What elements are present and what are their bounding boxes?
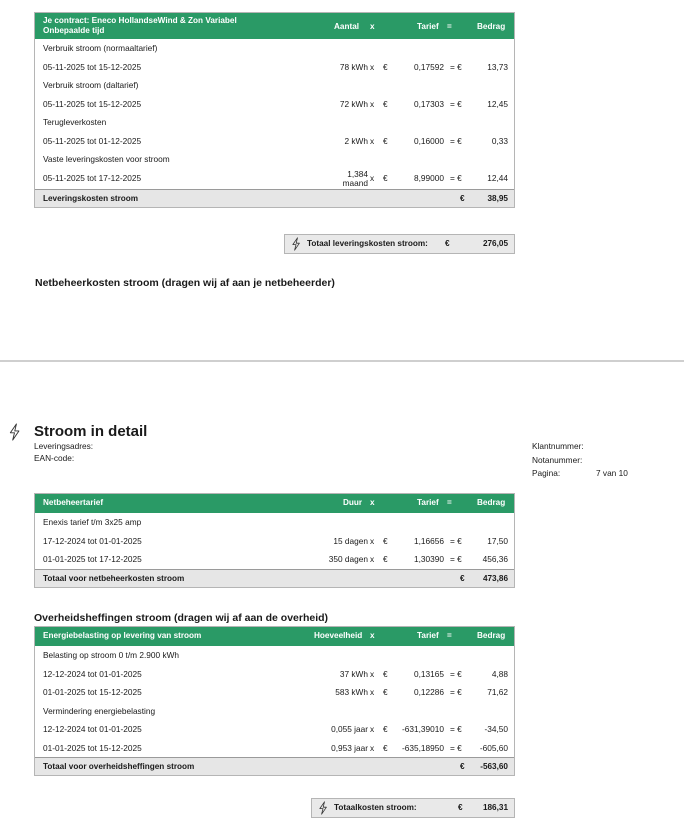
amount: 12,45 xyxy=(487,98,508,109)
lightning-icon xyxy=(8,422,21,442)
period: 01-01-2025 tot 15-12-2025 xyxy=(43,742,142,753)
amount: 71,62 xyxy=(487,687,508,697)
currency: € xyxy=(445,239,450,248)
equals-currency: = € xyxy=(450,668,462,679)
col-tarief: Tarief xyxy=(417,22,439,31)
rate: 0,12286 xyxy=(414,687,444,697)
currency: € xyxy=(383,172,388,183)
table-row xyxy=(35,132,514,151)
amount: -34,50 xyxy=(484,724,508,734)
rate: 0,16000 xyxy=(414,135,444,146)
times-sign: x xyxy=(370,724,375,734)
category-label: Verbruik stroom (daltarief) xyxy=(43,80,139,90)
period: 05-11-2025 tot 01-12-2025 xyxy=(43,135,142,146)
quantity: 583 kWh xyxy=(335,687,368,697)
times-sign: x xyxy=(370,172,375,183)
col-x: x xyxy=(370,631,375,640)
currency: € xyxy=(458,803,463,812)
rate: 1,16656 xyxy=(414,535,444,546)
equals-currency: = € xyxy=(450,61,462,72)
quantity-unit: maand xyxy=(342,177,368,188)
duration: 15 dagen xyxy=(333,535,368,546)
quantity: 72 kWh xyxy=(339,98,368,109)
pagina-label: Pagina: xyxy=(532,468,561,478)
total-amount: 473,86 xyxy=(482,573,508,583)
quantity-value: 1,384 xyxy=(347,168,368,179)
col-eq: = xyxy=(447,631,452,640)
table-row xyxy=(35,58,514,77)
equals-currency: = € xyxy=(450,135,462,146)
equals-currency: = € xyxy=(450,742,462,753)
equals-currency: = € xyxy=(450,535,462,546)
amount: 456,36 xyxy=(482,554,508,564)
currency: € xyxy=(460,573,465,583)
amount: 17,50 xyxy=(487,535,508,546)
quantity xyxy=(343,170,368,188)
col-eq: = xyxy=(447,498,452,507)
klantnummer-label: Klantnummer: xyxy=(532,441,584,451)
total-amount: -563,60 xyxy=(480,762,508,771)
amount: 12,44 xyxy=(487,172,508,183)
equals-currency: = € xyxy=(450,687,462,697)
pagina-value: 7 van 10 xyxy=(596,468,628,478)
overheid-table xyxy=(34,626,515,776)
netbeheer-total-row xyxy=(35,569,514,587)
page-divider xyxy=(0,360,684,362)
table-row xyxy=(35,550,514,569)
category-row xyxy=(35,513,514,532)
amount: 13,73 xyxy=(487,61,508,72)
currency: € xyxy=(460,193,465,203)
category-row xyxy=(35,150,514,169)
amount: 0,33 xyxy=(491,135,508,146)
col-x: x xyxy=(370,498,375,507)
col-duur: Duur xyxy=(343,498,363,507)
contract-title xyxy=(43,16,237,36)
overheid-table-header xyxy=(35,627,514,646)
category-label: Vermindering energiebelasting xyxy=(43,705,156,716)
rate: 1,30390 xyxy=(414,554,444,564)
quantity: 2 kWh xyxy=(344,135,368,146)
levering-table-header xyxy=(35,13,514,39)
category-row xyxy=(35,646,514,665)
netbeheer-table xyxy=(34,493,515,588)
period: 12-12-2024 tot 01-01-2025 xyxy=(43,668,142,679)
currency: € xyxy=(383,135,388,146)
quantity: 0,953 jaar xyxy=(331,742,368,753)
amount: -605,60 xyxy=(479,742,508,753)
table-row xyxy=(35,665,514,684)
col-bedrag: Bedrag xyxy=(477,22,506,31)
duration: 350 dagen xyxy=(328,554,368,564)
lightning-icon xyxy=(291,237,301,251)
equals-currency: = € xyxy=(450,98,462,109)
category-label: Belasting op stroom 0 t/m 2.900 kWh xyxy=(43,650,180,660)
overheid-title: Energiebelasting op levering van stroom xyxy=(43,631,202,640)
quantity: 78 kWh xyxy=(339,61,368,72)
levering-total-row xyxy=(35,189,514,207)
equals-currency: = € xyxy=(450,554,462,564)
total-label: Totaal voor overheidsheffingen stroom xyxy=(43,762,195,771)
quantity: 0,055 jaar xyxy=(331,724,368,734)
currency: € xyxy=(383,724,388,734)
currency: € xyxy=(383,61,388,72)
rate: 0,17592 xyxy=(414,61,444,72)
currency: € xyxy=(383,554,388,564)
col-tarief: Tarief xyxy=(417,498,439,507)
category-label: Vaste leveringskosten voor stroom xyxy=(43,154,170,164)
table-row xyxy=(35,683,514,702)
total-label: Leveringskosten stroom xyxy=(43,193,139,203)
rate: 8,99000 xyxy=(414,172,444,183)
totaal-levering-amount: 276,05 xyxy=(482,239,508,248)
table-row xyxy=(35,169,514,189)
rate: 0,17303 xyxy=(414,98,444,109)
times-sign: x xyxy=(370,742,375,753)
category-row xyxy=(35,76,514,95)
levering-table xyxy=(34,12,515,208)
col-bedrag: Bedrag xyxy=(477,498,506,507)
table-row xyxy=(35,720,514,739)
equals-currency: = € xyxy=(450,724,462,734)
notanummer-label: Notanummer: xyxy=(532,455,583,465)
table-row xyxy=(35,95,514,114)
currency: € xyxy=(460,762,465,771)
period: 01-01-2025 tot 15-12-2025 xyxy=(43,687,142,697)
times-sign: x xyxy=(370,668,375,679)
amount: 4,88 xyxy=(491,668,508,679)
currency: € xyxy=(383,98,388,109)
rate: -631,39010 xyxy=(402,724,444,734)
totaal-levering-box xyxy=(284,234,515,254)
times-sign: x xyxy=(370,687,375,697)
equals-currency: = € xyxy=(450,172,462,183)
col-eq: = xyxy=(447,22,452,31)
table-row xyxy=(35,739,514,758)
netbeheer-table-header xyxy=(35,494,514,513)
period: 01-01-2025 tot 17-12-2025 xyxy=(43,554,142,564)
totaal-levering-label: Totaal leveringskosten stroom: xyxy=(307,239,428,248)
total-label: Totaal voor netbeheerkosten stroom xyxy=(43,573,185,583)
overheid-heading: Overheidsheffingen stroom (dragen wij af aan de overheid) xyxy=(34,612,329,624)
currency: € xyxy=(383,668,388,679)
period: 05-11-2025 tot 15-12-2025 xyxy=(43,98,142,109)
overheid-total-row xyxy=(35,757,514,775)
total-amount: 38,95 xyxy=(487,193,508,203)
category-label: Enexis tarief t/m 3x25 amp xyxy=(43,517,142,527)
totaalkosten-box xyxy=(311,798,515,818)
currency: € xyxy=(383,687,388,697)
period: 17-12-2024 tot 01-01-2025 xyxy=(43,535,142,546)
quantity: 37 kWh xyxy=(339,668,368,679)
ean-label: EAN-code: xyxy=(34,453,75,463)
contract-name: Je contract: Eneco HollandseWind & Zon Variabel xyxy=(43,16,237,25)
totaalkosten-label: Totaalkosten stroom: xyxy=(334,803,417,812)
times-sign: x xyxy=(370,535,375,546)
netbeheer-heading: Netbeheerkosten stroom (dragen wij af aan je netbeheerder) xyxy=(35,277,335,289)
period: 05-11-2025 tot 17-12-2025 xyxy=(43,172,142,183)
times-sign: x xyxy=(370,61,375,72)
table-row xyxy=(35,532,514,551)
page-title: Stroom in detail xyxy=(34,423,148,440)
category-row xyxy=(35,702,514,721)
period: 12-12-2024 tot 01-01-2025 xyxy=(43,724,142,734)
category-row xyxy=(35,39,514,58)
col-x: x xyxy=(370,22,375,31)
contract-duration: Onbepaalde tijd xyxy=(43,26,105,35)
netbeheer-title: Netbeheertarief xyxy=(43,498,104,507)
totaalkosten-amount: 186,31 xyxy=(482,803,508,812)
category-row xyxy=(35,113,514,132)
leveringsadres-label: Leveringsadres: xyxy=(34,441,94,451)
rate: -635,18950 xyxy=(402,742,444,753)
category-label: Verbruik stroom (normaaltarief) xyxy=(43,43,158,53)
currency: € xyxy=(383,535,388,546)
times-sign: x xyxy=(370,554,375,564)
period: 05-11-2025 tot 15-12-2025 xyxy=(43,61,142,72)
col-bedrag: Bedrag xyxy=(477,631,506,640)
times-sign: x xyxy=(370,135,375,146)
currency: € xyxy=(383,742,388,753)
category-label: Terugleverkosten xyxy=(43,117,107,127)
times-sign: x xyxy=(370,98,375,109)
col-aantal: Aantal xyxy=(334,22,360,31)
rate: 0,13165 xyxy=(414,668,444,679)
lightning-icon xyxy=(318,801,328,815)
col-hoeveelheid: Hoeveelheid xyxy=(314,631,363,640)
col-tarief: Tarief xyxy=(417,631,439,640)
